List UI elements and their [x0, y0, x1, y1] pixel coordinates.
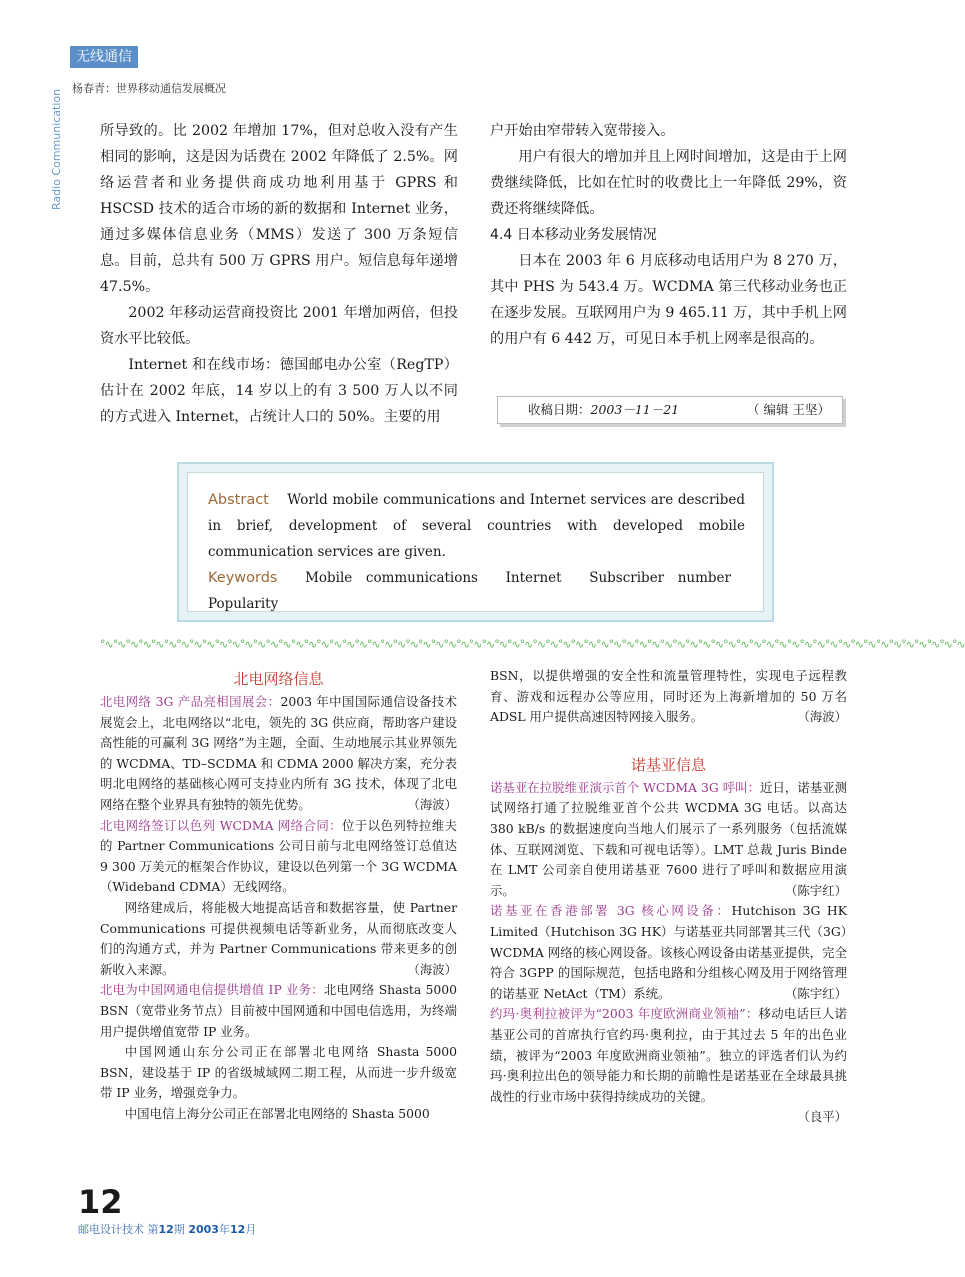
- news-title: 约玛·奥利拉被评为“2003 年度欧洲商业领袖”：: [490, 1006, 759, 1022]
- left-para-1: 所导致的。比 2002 年增加 17%，但对总收入没有产生相同的影响，这是因为话费在 2002 年降低了 2.5%。网络运营者和业务提供商成功地利用基于 GPRS 和 HSCSD 技术的适合市场的新的数据和 Internet 业务，通过多媒体信息业务（MMS）发送了 300 万条短信息。目前，总共有 500 万 GPRS 用户。短信息每年递增 47.5%。: [100, 123, 458, 295]
- editor-credit: （ 编辑 王坚）: [747, 402, 830, 417]
- news-paragraph: 中国电信上海分公司正在部署北电网络的 Shasta 5000: [124, 1105, 430, 1121]
- side-label: [48, 70, 68, 210]
- received-date-box: [497, 396, 843, 424]
- keywords-line: [208, 565, 745, 617]
- news-title: 诺基亚在拉脱维亚演示首个 WCDMA 3G 呼叫：: [490, 779, 761, 795]
- received-date: [528, 397, 679, 423]
- news-right-column: [490, 666, 847, 1128]
- news-source: （海波）: [407, 796, 457, 812]
- news-heading-nortel: 北电网络信息: [233, 670, 324, 688]
- news-item: 北电网络签订以色列 WCDMA 网络合同：位于以色列特拉维夫的 Partner Communications 公司日前与北电网络签订总值达 9 300 万美元的框架合作协议，建设以色列第一个 3G WCDMA（Wideband CDMA）无线网络。: [100, 817, 457, 895]
- abstract-body: World mobile communications and Internet services are described in brief, development of several countries with developed mobile communication services are given.: [208, 492, 745, 560]
- news-source: （海波）: [797, 709, 847, 725]
- page-number: 12: [78, 1183, 123, 1221]
- received-label: 收稿日期：: [528, 402, 591, 417]
- abstract-inner: [187, 472, 764, 612]
- news-source: （陈宇红）: [785, 882, 847, 898]
- news-heading-nokia: 诺基亚信息: [630, 755, 706, 774]
- article-header: 杨春青：世界移动通信发展概况: [72, 82, 226, 95]
- news-item: 约玛·奥利拉被评为“2003 年度欧洲商业领袖”：移动电话巨人诺基亚公司的首席执行官约玛·奥利拉，由于其过去 5 年的出色业绩，被评为“2003 年度欧洲商业领袖”。独立的评选者们认为约玛·奥利拉出色的领导能力和长期的前瞻性是诺基亚在全球最具挑战性的行业市场中获得持续成功的关键。: [490, 1006, 847, 1104]
- keyword: Mobile communications: [305, 570, 478, 586]
- month: 12: [229, 1223, 246, 1236]
- received-date-value: 2003－11－21: [590, 402, 680, 417]
- news-source: （海波）: [407, 961, 457, 977]
- right-para-2: 用户有很大的增加并且上网时间增加，这是由于上网费继续降低，比如在忙时的收费比上一年降低 29%，资费还将继续降低。: [490, 149, 847, 217]
- year: 2003: [188, 1223, 219, 1236]
- journal-name: 邮电设计技术: [78, 1223, 144, 1236]
- news-item: 北电为中国网通电信提供增值 IP 业务：北电网络 Shasta 5000 BSN（宽带业务节点）目前被中国网通和中国电信选用，为终端用户提供增值宽带 IP 业务。: [100, 982, 457, 1039]
- news-title: 北电网络 3G 产品亮相国展会：: [100, 694, 281, 709]
- left-column: [100, 118, 458, 430]
- journal-footer: 邮电设计技术 第12期 2003年12月: [78, 1223, 257, 1236]
- decorative-divider: °∿°∿°∿°∿°∿°∿°∿°∿°∿°∿°∿°∿°∿°∿°∿°∿°∿°∿°∿°∿°∿°∿°∿°∿°∿°∿°∿°∿°∿°∿°∿°∿°∿°∿°∿°∿°∿°∿°∿°∿°∿°∿°∿°∿°∿°∿°∿°∿°∿°∿°∿°∿°∿°∿°∿°∿°∿°∿°∿°∿°∿°∿°∿°∿°∿°∿°∿°∿: [100, 638, 965, 651]
- news-source: （良平）: [797, 1109, 847, 1125]
- keyword: Popularity: [208, 596, 279, 612]
- abstract-text: [208, 487, 745, 565]
- left-para-2: 2002 年移动运营商投资比 2001 年增加两倍，但投资水平比较低。: [100, 305, 458, 347]
- right-column: [490, 118, 847, 352]
- keywords-label: Keywords: [208, 570, 278, 586]
- news-item: 北电网络 3G 产品亮相国展会：2003 年中国国际通信设备技术展览会上，北电网络以“北电，领先的 3G 供应商，帮助客户建设高性能的可赢利 3G 网络”为主题，全面、生动地展示其业界领先的 WCDMA、TD–SCDMA 和 CDMA 2000 解决方案，充分表明北电网络的基础核心网可支持业内所有 3G 技术，体现了北电网络在整个业界具有独特的领先优势。 （海波）: [100, 692, 457, 816]
- news-paragraph: BSN，以提供增强的安全性和流量管理特性，实现电子远程教育、游戏和远程办公等应用，同时还为上海新增加的 50 万名 ADSL 用户提供高速因特网接入服务。 （海波）: [490, 666, 847, 728]
- news-source: （陈宇红）: [785, 985, 847, 1001]
- section-heading-4-4: 4.4 日本移动业务发展情况: [490, 227, 657, 243]
- abstract-label: Abstract: [208, 492, 269, 508]
- news-title: 诺基亚在香港部署 3G 核心网设备：: [490, 903, 732, 919]
- left-para-3: Internet 和在线市场：德国邮电办公室（RegTP）估计在 2002 年底，14 岁以上的有 3 500 万人以不同的方式进入 Internet，占统计人口的 50%。主要的用: [100, 357, 458, 425]
- keyword: Internet: [505, 570, 562, 586]
- right-para-3: 日本在 2003 年 6 月底移动电话用户为 8 270 万，其中 PHS 为 543.4 万。WCDMA 第三代移动业务也正在逐步发展。互联网用户为 9 465.11 万，其中手机上网的用户有 6 442 万，可见日本手机上网率是很高的。: [490, 253, 847, 347]
- right-para-1: 户开始由窄带转入宽带接入。: [490, 123, 675, 139]
- abstract-box: [177, 462, 774, 622]
- news-paragraph: 中国网通山东分公司正在部署北电网络 Shasta 5000 BSN，建设基于 IP 的省级城域网二期工程，从而进一步升级宽带 IP 业务，增强竞争力。: [100, 1044, 457, 1101]
- news-item: 诺基亚在拉脱维亚演示首个 WCDMA 3G 呼叫：近日，诺基亚测试网络打通了拉脱维亚首个公共 WCDMA 3G 电话。以高达 380 kB/s 的数据速度向当地人们展示了一系列服务（包括流媒体、互联网浏览、下载和可视电话等）。LMT 总裁 Juris Binde 在 LMT 公司亲自使用诺基亚 7600 进行了呼叫和数据应用演示。 （陈宇红）: [490, 778, 847, 902]
- issue-number: 12: [158, 1223, 174, 1236]
- news-title: 北电网络签订以色列 WCDMA 网络合同：: [100, 817, 343, 833]
- news-title: 北电为中国网通电信提供增值 IP 业务：: [100, 982, 324, 998]
- news-paragraph: 网络建成后，将能极大地提高话音和数据容量，使 Partner Communications 可提供视频电话等新业务，从而彻底改变人们的沟通方式，并为 Partner Communications 带来更多的创新收入来源。 （海波）: [100, 898, 457, 980]
- news-left-column: [100, 666, 457, 1124]
- news-item: 诺基亚在香港部署 3G 核心网设备：Hutchison 3G HK Limited（Hutchison 3G HK）与诺基亚共同部署其三代（3G）WCDMA 网络的核心网设备。该核心网设备由诺基亚提供，完全符合 3GPP 的国际规范，包括电路和分组核心网及用于网络管理的诺基亚 NetAct（TM）系统。 （陈宇红）: [490, 901, 847, 1004]
- side-label-text: Radio Communication: [50, 88, 63, 210]
- section-tag: 无线通信: [70, 46, 138, 68]
- keyword: Subscriber number: [589, 570, 731, 586]
